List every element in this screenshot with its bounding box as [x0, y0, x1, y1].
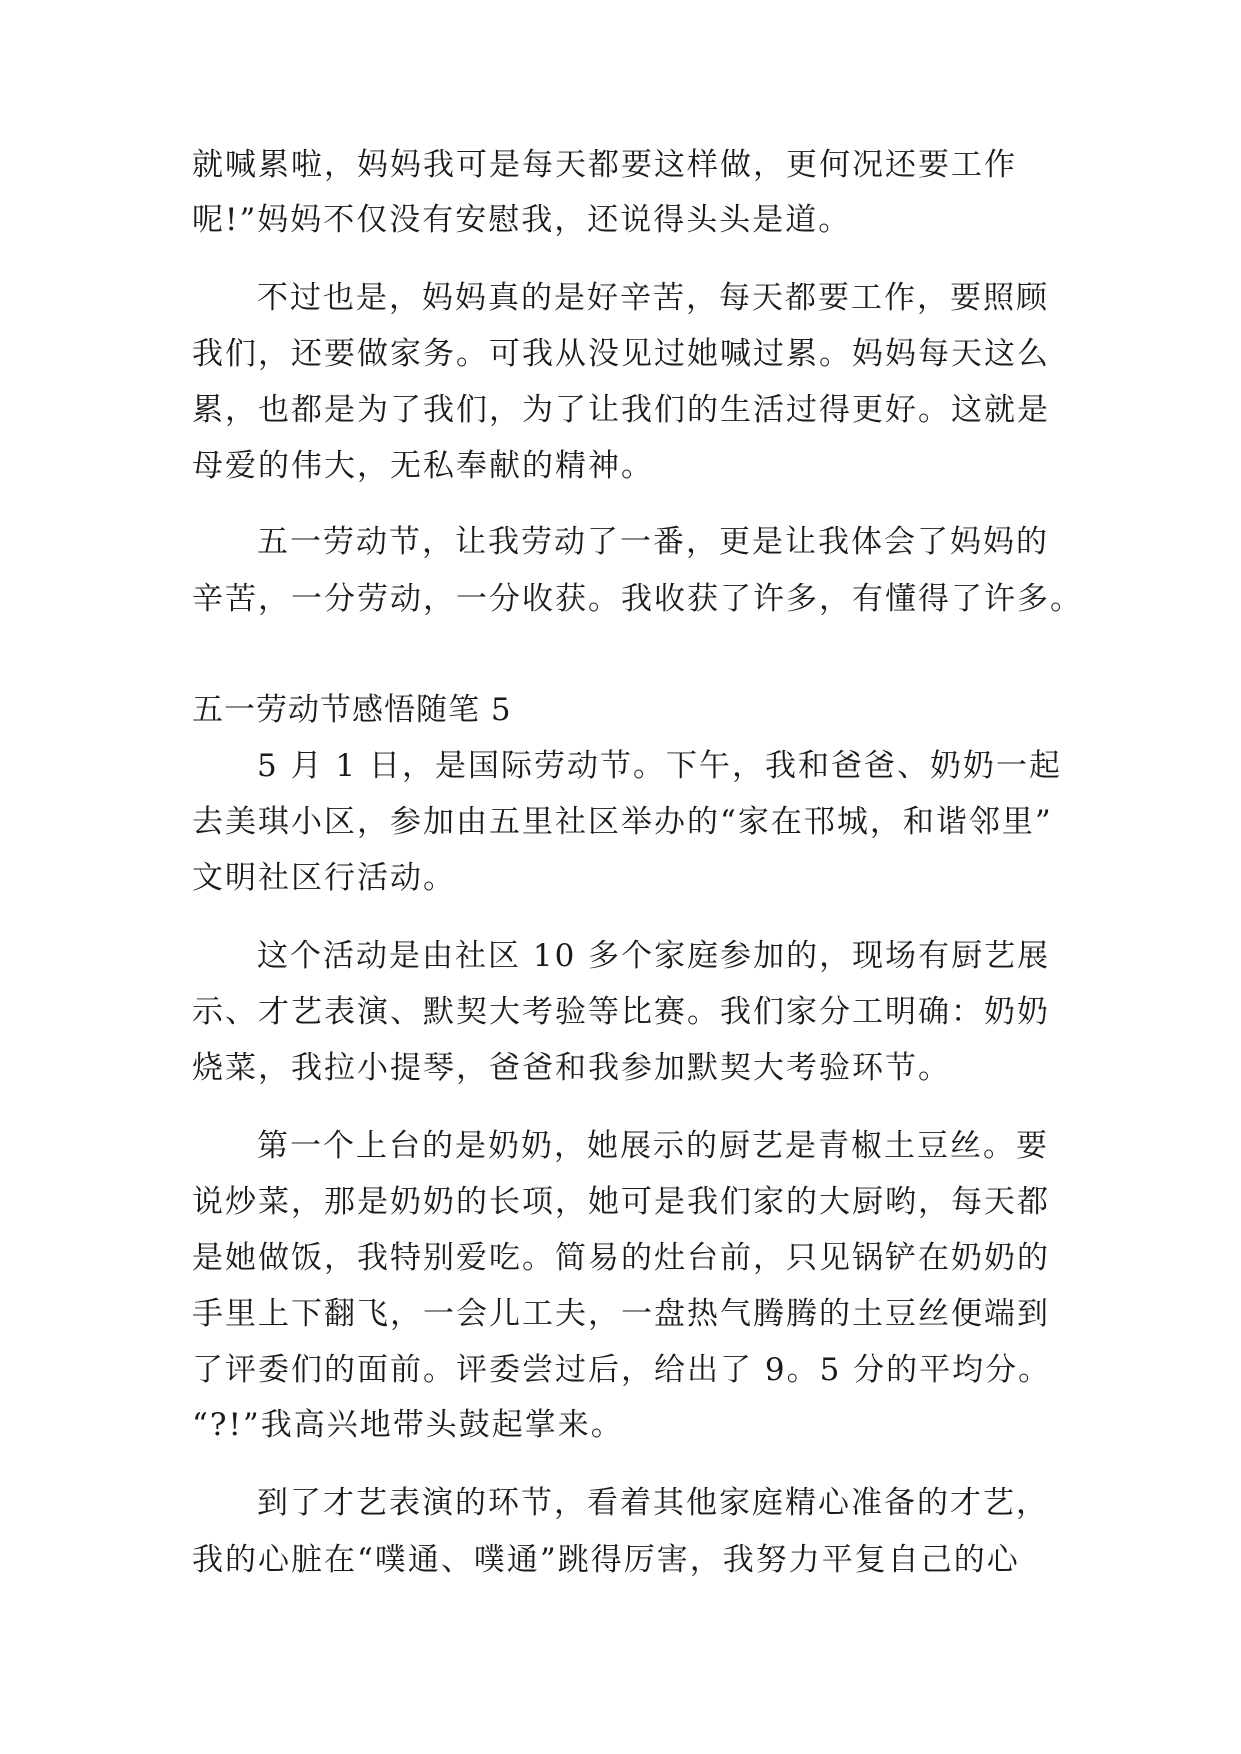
text-line: 了评委们的面前。评委尝过后，给出了 9。5 分的平均分。	[192, 1352, 1052, 1388]
text-line: 我们，还要做家务。可我从没见过她喊过累。妈妈每天这么	[192, 336, 1050, 372]
paragraph-first-line: 5 月 1 日，是国际劳动节。下午，我和爸爸、奶奶一起	[257, 748, 1063, 784]
text-line: 呢!”妈妈不仅没有安慰我，还说得头头是道。	[192, 202, 852, 238]
text-line: 文明社区行活动。	[192, 860, 456, 896]
text-line: 手里上下翻飞，一会儿工夫，一盘热气腾腾的土豆丝便端到	[192, 1296, 1050, 1332]
text-line: 母爱的伟大，无私奉献的精神。	[192, 448, 654, 484]
text-line: 是她做饭，我特别爱吃。简易的灶台前，只见锅铲在奶奶的	[192, 1240, 1050, 1276]
paragraph-first-line: 这个活动是由社区 10 多个家庭参加的，现场有厨艺展	[257, 938, 1051, 974]
paragraph-first-line: 到了才艺表演的环节，看着其他家庭精心准备的才艺，	[257, 1485, 1049, 1521]
text-line: 辛苦，一分劳动，一分收获。我收获了许多，有懂得了许多。	[192, 581, 1083, 617]
text-line: 我的心脏在“噗通、噗通”跳得厉害，我努力平复自己的心	[192, 1542, 1020, 1578]
text-line: “?!”我高兴地带头鼓起掌来。	[192, 1407, 624, 1443]
text-line: 累，也都是为了我们，为了让我们的生活过得更好。这就是	[192, 392, 1050, 428]
paragraph-first-line: 五一劳动节，让我劳动了一番，更是让我体会了妈妈的	[257, 524, 1049, 560]
text-line: 烧菜，我拉小提琴，爸爸和我参加默契大考验环节。	[192, 1050, 951, 1086]
text-line: 就喊累啦，妈妈我可是每天都要这样做，更何况还要工作	[192, 147, 1017, 183]
text-line: 去美琪小区，参加由五里社区举办的“家在邗城，和谐邻里”	[192, 804, 1053, 840]
text-line: 示、才艺表演、默契大考验等比赛。我们家分工明确：奶奶	[192, 994, 1050, 1030]
paragraph-first-line: 第一个上台的是奶奶，她展示的厨艺是青椒土豆丝。要	[257, 1128, 1049, 1164]
text-line: 说炒菜，那是奶奶的长项，她可是我们家的大厨哟，每天都	[192, 1184, 1050, 1220]
paragraph-first-line: 不过也是，妈妈真的是好辛苦，每天都要工作，要照顾	[257, 280, 1049, 316]
section-heading: 五一劳动节感悟随笔 5	[192, 692, 512, 728]
